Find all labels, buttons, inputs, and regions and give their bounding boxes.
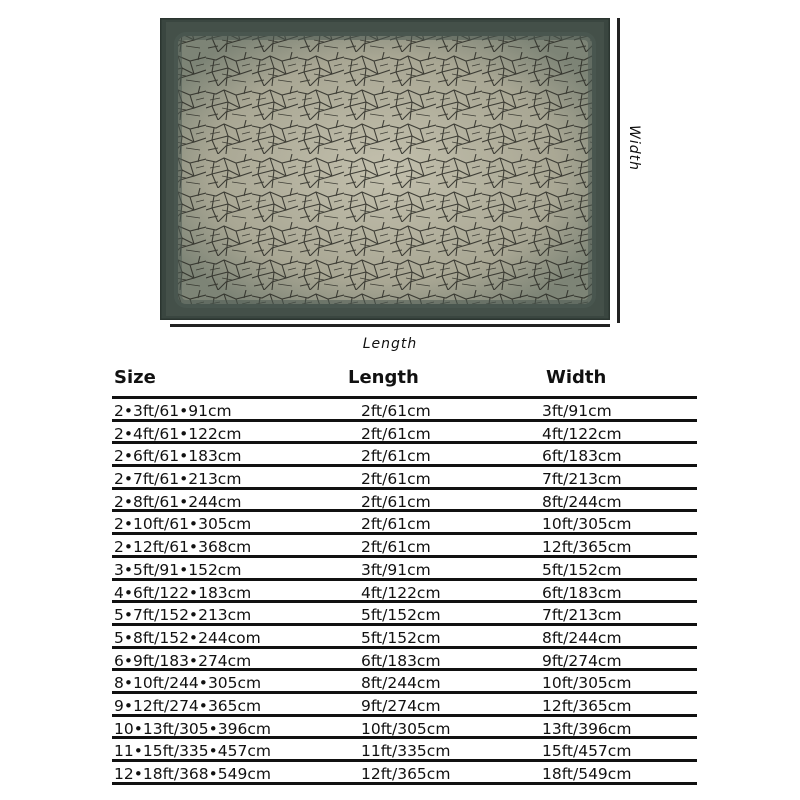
cell-width: 12ft/365cm (542, 696, 632, 715)
cell-size: 10•13ft/305•396cm (114, 719, 272, 738)
cell-length: 2ft/61cm (361, 492, 431, 511)
table-row (112, 694, 697, 717)
cell-size: 2•8ft/61•244cm (114, 492, 242, 511)
cell-size: 2•10ft/61•305cm (114, 515, 252, 534)
cell-width: 13ft/396cm (542, 719, 632, 738)
cell-length: 2ft/61cm (361, 447, 431, 466)
table-row (112, 581, 697, 604)
cell-size: 3•5ft/91•152cm (114, 560, 242, 579)
rug-image (160, 18, 610, 320)
table-row (112, 444, 697, 467)
length-label: Length (362, 336, 418, 352)
table-row (112, 422, 697, 445)
table-row (112, 739, 697, 762)
cell-size: 2•6ft/61•183cm (114, 447, 242, 466)
cell-length: 12ft/365cm (361, 765, 451, 783)
cell-length: 4ft/122cm (361, 583, 441, 602)
cell-length: 2ft/61cm (361, 538, 431, 557)
cell-length: 2ft/61cm (361, 424, 431, 443)
cell-length: 10ft/305cm (361, 719, 451, 738)
cell-size: 4•6ft/122•183cm (114, 583, 252, 602)
cell-width: 6ft/183cm (542, 447, 622, 466)
width-dimension-line (617, 18, 620, 323)
header-width: Width (546, 367, 607, 388)
cell-length: 2ft/61cm (361, 515, 431, 534)
table-row (112, 399, 697, 422)
cell-length: 8ft/244cm (361, 674, 441, 693)
cell-width: 9ft/274cm (542, 651, 622, 670)
table-row (112, 512, 697, 535)
table-row (112, 717, 697, 740)
cell-size: 12•18ft/368•549cm (114, 765, 272, 783)
cell-width: 6ft/183cm (542, 583, 622, 602)
cell-size: 2•4ft/61•122cm (114, 424, 242, 443)
cell-length: 2ft/61cm (361, 470, 431, 489)
table-row (112, 626, 697, 649)
header-length: Length (348, 367, 419, 388)
cell-size: 6•9ft/183•274cm (114, 651, 252, 670)
size-table (112, 399, 697, 785)
cell-width: 15ft/457cm (542, 742, 632, 761)
cell-size: 8•10ft/244•305cm (114, 674, 262, 693)
cell-width: 8ft/244cm (542, 492, 622, 511)
table-row (112, 762, 697, 785)
cell-size: 11•15ft/335•457cm (114, 742, 272, 761)
table-row (112, 467, 697, 490)
cell-length: 2ft/61cm (361, 402, 431, 420)
table-row (112, 490, 697, 513)
cell-width: 8ft/244cm (542, 628, 622, 647)
width-label: Width (626, 125, 642, 171)
cell-size: 9•12ft/274•365cm (114, 696, 262, 715)
table-row (112, 671, 697, 694)
cell-length: 9ft/274cm (361, 696, 441, 715)
cell-width: 12ft/365cm (542, 538, 632, 557)
cell-width: 4ft/122cm (542, 424, 622, 443)
cell-width: 3ft/91cm (542, 402, 612, 420)
cell-size: 5•8ft/152•244com (114, 628, 261, 647)
cell-width: 10ft/305cm (542, 515, 632, 534)
cell-size: 5•7ft/152•213cm (114, 606, 252, 625)
cell-size: 2•7ft/61•213cm (114, 470, 242, 489)
cell-length: 3ft/91cm (361, 560, 431, 579)
cell-width: 5ft/152cm (542, 560, 622, 579)
table-row (112, 558, 697, 581)
cell-width: 10ft/305cm (542, 674, 632, 693)
table-row (112, 603, 697, 626)
cell-size: 2•3ft/61•91cm (114, 402, 232, 420)
cell-width: 7ft/213cm (542, 470, 622, 489)
cell-width: 18ft/549cm (542, 765, 632, 783)
length-dimension-line (170, 324, 610, 327)
cell-length: 5ft/152cm (361, 606, 441, 625)
cell-length: 11ft/335cm (361, 742, 451, 761)
table-row (112, 649, 697, 672)
table-row (112, 535, 697, 558)
cell-length: 5ft/152cm (361, 628, 441, 647)
cell-length: 6ft/183cm (361, 651, 441, 670)
cell-size: 2•12ft/61•368cm (114, 538, 252, 557)
header-size: Size (114, 367, 156, 388)
cell-width: 7ft/213cm (542, 606, 622, 625)
